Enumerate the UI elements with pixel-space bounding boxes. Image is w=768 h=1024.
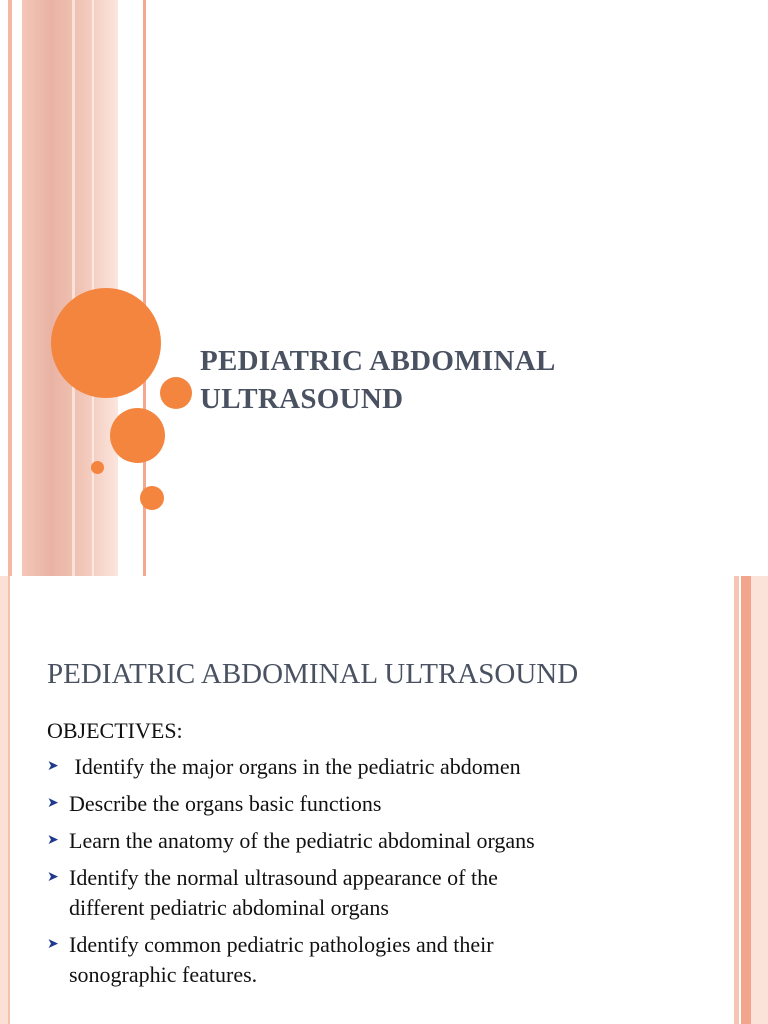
decorative-circle-tiny	[91, 461, 104, 474]
slide-title	[200, 342, 720, 418]
objectives-slide	[0, 576, 768, 1024]
list-item-text: Identify common pediatric pathologies and their	[69, 932, 494, 957]
list-item-text: Identify the major organs in the pediatric abdomen	[69, 754, 521, 779]
list-item-text-continued: sonographic features.	[69, 962, 258, 987]
slide-heading: PEDIATRIC ABDOMINAL ULTRASOUND	[47, 658, 579, 690]
list-item	[47, 930, 707, 990]
list-item-text: Learn the anatomy of the pediatric abdominal organs	[69, 828, 535, 853]
title-line-1: PEDIATRIC ABDOMINAL	[200, 345, 556, 377]
decorative-circle-medium	[110, 408, 165, 463]
decorative-stripe	[8, 0, 12, 576]
arrow-bullet-icon: ➤	[47, 759, 59, 774]
title-line-2: ULTRASOUND	[200, 383, 404, 415]
list-item-text-continued: different pediatric abdominal organs	[69, 895, 389, 920]
arrow-bullet-icon: ➤	[47, 870, 59, 885]
decorative-stripe	[741, 576, 751, 1024]
list-item	[47, 863, 707, 923]
decorative-stripe	[92, 0, 94, 576]
arrow-bullet-icon: ➤	[47, 833, 59, 848]
list-item	[47, 752, 707, 782]
decorative-stripe	[734, 576, 739, 1024]
decorative-stripe	[8, 576, 10, 1024]
decorative-stripe	[72, 0, 75, 576]
arrow-bullet-icon: ➤	[47, 796, 59, 811]
decorative-circle-small	[140, 486, 164, 510]
decorative-stripe	[0, 576, 8, 1024]
list-item-text: Describe the organs basic functions	[69, 791, 382, 816]
list-item	[47, 789, 707, 819]
objectives-list	[47, 752, 707, 997]
decorative-circle-small	[160, 377, 192, 409]
list-item	[47, 826, 707, 856]
decorative-stripe	[751, 576, 768, 1024]
list-item-text: Identify the normal ultrasound appearance of the	[69, 865, 498, 890]
decorative-circle-large	[51, 288, 161, 398]
objectives-label: OBJECTIVES:	[47, 718, 183, 743]
arrow-bullet-icon: ➤	[47, 937, 59, 952]
